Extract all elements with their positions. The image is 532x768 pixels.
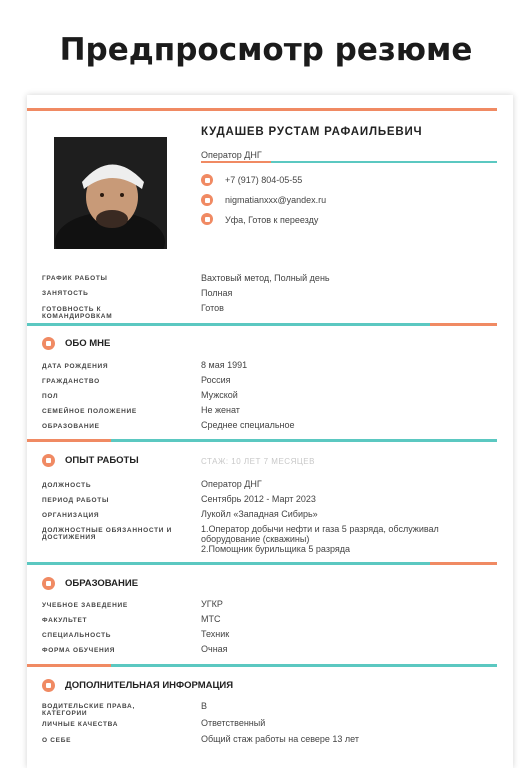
- field-label: ОРГАНИЗАЦИЯ: [42, 512, 100, 519]
- section-divider-accent: [430, 323, 497, 326]
- field-value: Не женат: [201, 405, 240, 415]
- field-value: Россия: [201, 375, 231, 385]
- field-value: 8 мая 1991: [201, 360, 248, 370]
- field-value: 1.Оператор добычи нефти и газа 5 разряда, обслуживал оборудование (скважины) 2.Помощник бурильщика 5 разряда: [201, 524, 439, 554]
- field-value: УГКР: [201, 599, 223, 609]
- field-label: УЧЕБНОЕ ЗАВЕДЕНИЕ: [42, 602, 128, 609]
- field-label: СЕМЕЙНОЕ ПОЛОЖЕНИЕ: [42, 408, 137, 415]
- field-value: Полная: [201, 288, 233, 298]
- profile-photo: [54, 137, 167, 249]
- field-value: Оператор ДНГ: [201, 479, 262, 489]
- field-value: МТС: [201, 614, 221, 624]
- experience-total: СТАЖ: 10 ЛЕТ 7 МЕСЯЦЕВ: [201, 457, 315, 466]
- field-label: ФАКУЛЬТЕТ: [42, 617, 88, 624]
- field-label: ЗАНЯТОСТЬ: [42, 290, 89, 297]
- top-divider: [27, 108, 497, 111]
- section-divider: [111, 664, 497, 667]
- section-divider-accent: [27, 664, 111, 667]
- field-value: B: [201, 701, 208, 711]
- location-text: Уфа, Готов к переезду: [225, 215, 319, 225]
- field-value: Сентябрь 2012 - Март 2023: [201, 494, 316, 504]
- info-icon: [42, 679, 55, 692]
- phone-text: +7 (917) 804-05-55: [225, 175, 303, 185]
- section-header-about: [42, 337, 110, 350]
- candidate-name: КУДАШЕВ РУСТАМ РАФАИЛЬЕВИЧ: [201, 126, 423, 138]
- location-pin-icon: [201, 213, 213, 225]
- field-value: Очная: [201, 644, 228, 654]
- field-value: Среднее специальное: [201, 420, 295, 430]
- candidate-position: Оператор ДНГ: [201, 150, 262, 160]
- briefcase-icon: [42, 454, 55, 467]
- field-label: ДОЛЖНОСТЬ: [42, 482, 92, 489]
- field-label: ДОЛЖНОСТНЫЕ ОБЯЗАННОСТИ И ДОСТИЖЕНИЯ: [42, 527, 173, 541]
- field-value: Вахтовый метод, Полный день: [201, 273, 330, 283]
- section-title: ДОПОЛНИТЕЛЬНАЯ ИНФОРМАЦИЯ: [65, 680, 234, 691]
- section-divider: [27, 323, 430, 326]
- field-label: ФОРМА ОБУЧЕНИЯ: [42, 647, 116, 654]
- page-title: Предпросмотр резюме: [59, 32, 473, 68]
- field-value: Готов: [201, 303, 224, 313]
- section-title: ОБО МНЕ: [65, 338, 111, 349]
- field-value: Общий стаж работы на севере 13 лет: [201, 734, 359, 744]
- person-icon: [42, 337, 55, 350]
- resume-sheet: [27, 95, 513, 768]
- field-value: Техник: [201, 629, 230, 639]
- field-label: ДАТА РОЖДЕНИЯ: [42, 363, 109, 370]
- field-label: ОБРАЗОВАНИЕ: [42, 423, 100, 430]
- section-divider: [111, 439, 497, 442]
- phone-icon: [201, 174, 213, 186]
- graduation-cap-icon: [42, 577, 55, 590]
- section-divider-accent: [430, 562, 497, 565]
- field-label: СПЕЦИАЛЬНОСТЬ: [42, 632, 112, 639]
- field-value: Ответственный: [201, 718, 266, 728]
- field-value: Лукойл «Западная Сибирь»: [201, 509, 318, 519]
- field-label: ГРАЖДАНСТВО: [42, 378, 100, 385]
- field-label: ГОТОВНОСТЬ К КОМАНДИРОВКАМ: [42, 306, 113, 320]
- section-divider: [27, 562, 430, 565]
- field-label: ПЕРИОД РАБОТЫ: [42, 497, 110, 504]
- field-label: ПОЛ: [42, 393, 59, 400]
- email-text: nigmatianxxx@yandex.ru: [225, 195, 327, 205]
- position-underline-accent: [201, 161, 271, 163]
- section-header-education: [42, 577, 138, 590]
- section-header-extra: [42, 679, 233, 692]
- field-label: ЛИЧНЫЕ КАЧЕСТВА: [42, 721, 119, 728]
- field-value: Мужской: [201, 390, 238, 400]
- section-header-experience: [42, 454, 139, 467]
- mail-icon: [201, 194, 213, 206]
- section-title: ОПЫТ РАБОТЫ: [65, 455, 139, 466]
- field-label: О СЕБЕ: [42, 737, 72, 744]
- field-label: ГРАФИК РАБОТЫ: [42, 275, 108, 282]
- field-label: ВОДИТЕЛЬСКИЕ ПРАВА, КАТЕГОРИИ: [42, 703, 135, 717]
- section-divider-accent: [27, 439, 111, 442]
- section-title: ОБРАЗОВАНИЕ: [65, 578, 139, 589]
